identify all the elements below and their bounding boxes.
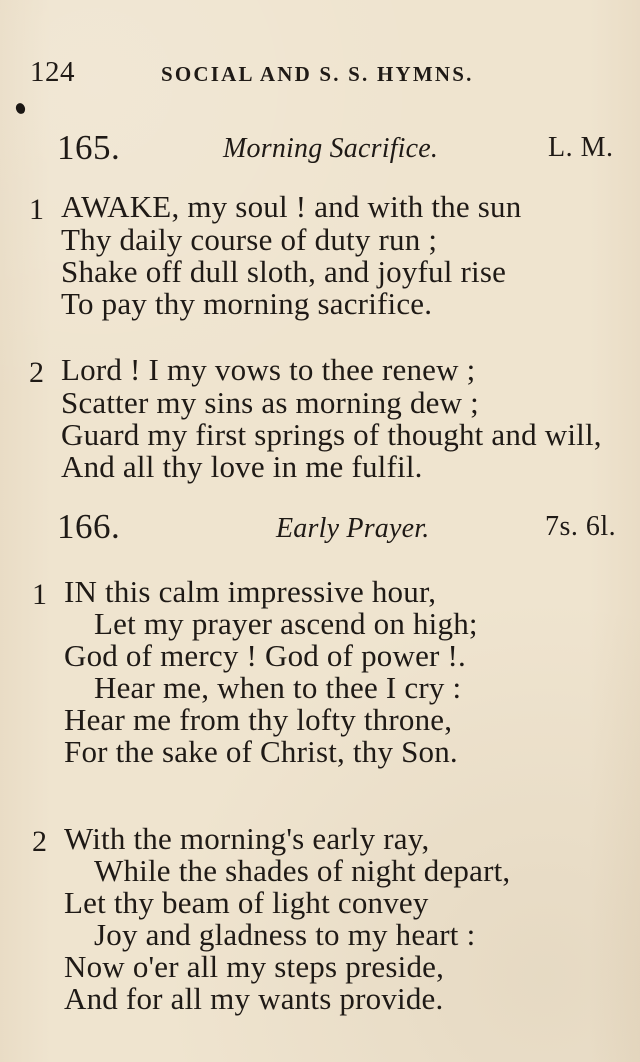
verse-line: With the morning's early ray, bbox=[64, 821, 430, 856]
verse-line: Scatter my sins as morning dew ; bbox=[61, 385, 479, 420]
verse-line: To pay thy morning sacrifice. bbox=[61, 286, 433, 321]
verse-line: Hear me from thy lofty throne, bbox=[64, 702, 453, 737]
verse-line: Let thy beam of light convey bbox=[64, 885, 429, 920]
stanza-number: 2 bbox=[29, 356, 44, 389]
page-number: 124 bbox=[30, 56, 75, 88]
verse-line: And all thy love in me fulfil. bbox=[61, 449, 423, 484]
verse-line: Thy daily course of duty run ; bbox=[61, 222, 438, 257]
verse-line: Hear me, when to thee I cry : bbox=[94, 670, 462, 705]
stanza-number: 1 bbox=[29, 193, 44, 226]
verse-line: While the shades of night depart, bbox=[94, 853, 511, 888]
stanza-number: 1 bbox=[32, 578, 47, 611]
verse-line: Shake off dull sloth, and joyful rise bbox=[61, 254, 507, 289]
verse-line: For the sake of Christ, thy Son. bbox=[64, 734, 458, 769]
verse-line: IN this calm impressive hour, bbox=[64, 574, 437, 609]
hymn-title-166: Early Prayer. bbox=[276, 513, 430, 544]
verse-line: AWAKE, my soul ! and with the sun bbox=[61, 189, 522, 224]
hymn-number-165: 165. bbox=[57, 128, 121, 167]
hymn-title-165: Morning Sacrifice. bbox=[223, 133, 439, 164]
verse-line: Let my prayer ascend on high; bbox=[94, 606, 478, 641]
verse-line: God of mercy ! God of power !. bbox=[64, 638, 466, 673]
hymn-meter-165: L. M. bbox=[548, 132, 614, 163]
verse-line: Lord ! I my vows to thee renew ; bbox=[61, 352, 476, 387]
hymn-meter-166: 7s. 6l. bbox=[545, 511, 617, 542]
hymn-number-166: 166. bbox=[57, 507, 121, 546]
running-head: SOCIAL AND S. S. HYMNS. bbox=[161, 62, 474, 86]
verse-line: Now o'er all my steps preside, bbox=[64, 949, 445, 984]
verse-line: And for all my wants provide. bbox=[64, 981, 444, 1016]
ink-mark-icon bbox=[14, 102, 26, 115]
verse-line: Guard my first springs of thought and will, bbox=[61, 417, 602, 452]
stanza-number: 2 bbox=[32, 825, 47, 858]
verse-line: Joy and gladness to my heart : bbox=[94, 917, 476, 952]
